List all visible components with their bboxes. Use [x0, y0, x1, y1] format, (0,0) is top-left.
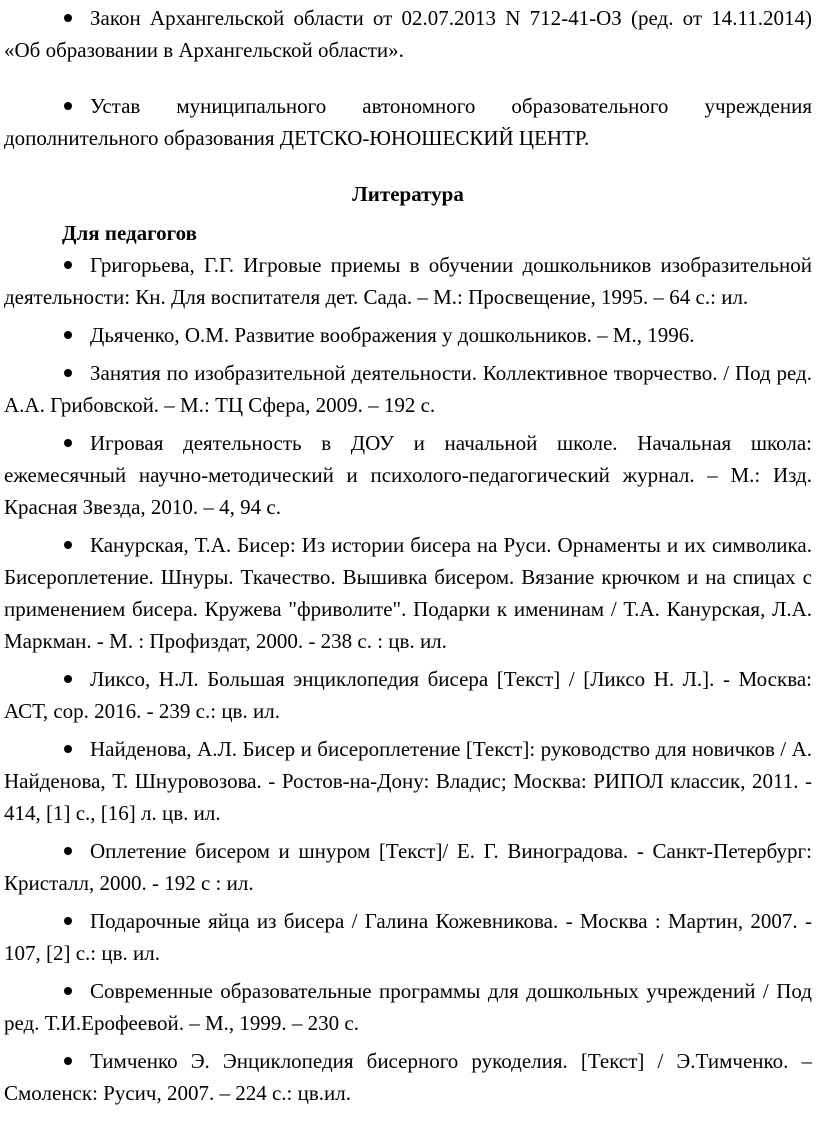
list-item [4, 1045, 812, 1109]
list-item [4, 975, 812, 1039]
list-item [4, 733, 812, 829]
bullet-icon [64, 675, 72, 683]
list-item-text: Занятия по изобразительной деятельности. Коллективное творчество. / Под ред. А.А. Грибовской. – М.: ТЦ Сфера, 2009. – 192 с. [4, 361, 812, 417]
intro-paragraph [4, 2, 812, 66]
list-item [4, 835, 812, 899]
document-page [4, 2, 812, 1109]
section-title: Литература [352, 182, 464, 206]
subsection-title: Для педагогов [62, 221, 197, 245]
list-item-text: Канурская, Т.А. Бисер: Из истории бисера на Руси. Орнаменты и их символика. Бисероплетение. Шнуры. Ткачество. Вышивка бисером. Вязание крючком и на спицах с применением бисера. Кружева "фриволите". Подарки к именинам / Т.А. Канурская, Л.А. Маркман. - М. : Профиздат, 2000. - 238 с. : цв. ил. [4, 533, 812, 653]
bullet-icon [64, 541, 72, 549]
list-item-text: Ликсо, Н.Л. Большая энциклопедия бисера [Текст] / [Ликсо Н. Л.]. - Москва: АСТ, cop. 2016. - 239 с.: цв. ил. [4, 667, 812, 723]
bullet-icon [64, 1057, 72, 1065]
list-item-text: Найденова, А.Л. Бисер и бисероплетение [Текст]: руководство для новичков / А. Найденова, Т. Шнуровозова. - Ростов-на-Дону: Владис; Москва: РИПОЛ классик, 2011. - 414, [1] с., [16] л. цв. ил. [4, 737, 812, 825]
intro-paragraph [4, 90, 812, 154]
list-item-text: Оплетение бисером и шнуром [Текст]/ Е. Г. Виноградова. - Санкт-Петербург: Кристалл, 2000. - 192 с : ил. [4, 839, 812, 895]
bullet-icon [64, 917, 72, 925]
list-item-text: Игровая деятельность в ДОУ и начальной школе. Начальная школа: ежемесячный научно-методический и психолого-педагогический журнал. – М.: Изд. Красная Звезда, 2010. – 4, 94 с. [4, 431, 812, 519]
bullet-icon [64, 369, 72, 377]
list-item-text: Тимченко Э. Энциклопедия бисерного рукоделия. [Текст] / Э.Тимченко. – Смоленск: Русич, 2007. – 224 с.: цв.ил. [4, 1049, 812, 1105]
bullet-icon [64, 745, 72, 753]
list-item-text: Григорьева, Г.Г. Игровые приемы в обучении дошкольников изобразительной деятельности: Кн. Для воспитателя дет. Сада. – М.: Просвещение, 1995. – 64 с.: ил. [4, 253, 812, 309]
list-item [4, 249, 812, 313]
list-item-text: Современные образовательные программы для дошкольных учреждений / Под ред. Т.И.Ерофеевой. – М., 1999. – 230 с. [4, 979, 812, 1035]
list-item [4, 319, 812, 351]
bullet-icon [64, 331, 72, 339]
list-item [4, 529, 812, 657]
bullet-icon [64, 847, 72, 855]
bullet-icon [64, 987, 72, 995]
bullet-icon [64, 261, 72, 269]
list-item [4, 357, 812, 421]
intro-text: Устав муниципального автономного образовательного учреждения дополнительного образования ДЕТСКО-ЮНОШЕСКИЙ ЦЕНТР. [4, 94, 812, 150]
bullet-icon [64, 439, 72, 447]
bullet-icon [64, 102, 72, 110]
intro-text: Закон Архангельской области от 02.07.2013 N 712-41-ОЗ (ред. от 14.11.2014) «Об образовании в Архангельской области». [4, 6, 812, 62]
list-item [4, 905, 812, 969]
list-item-text: Дьяченко, О.М. Развитие воображения у дошкольников. – М., 1996. [90, 323, 695, 347]
list-item [4, 663, 812, 727]
bullet-icon [64, 14, 72, 22]
list-item [4, 427, 812, 523]
list-item-text: Подарочные яйца из бисера / Галина Кожевникова. - Москва : Мартин, 2007. - 107, [2] с.: цв. ил. [4, 909, 812, 965]
